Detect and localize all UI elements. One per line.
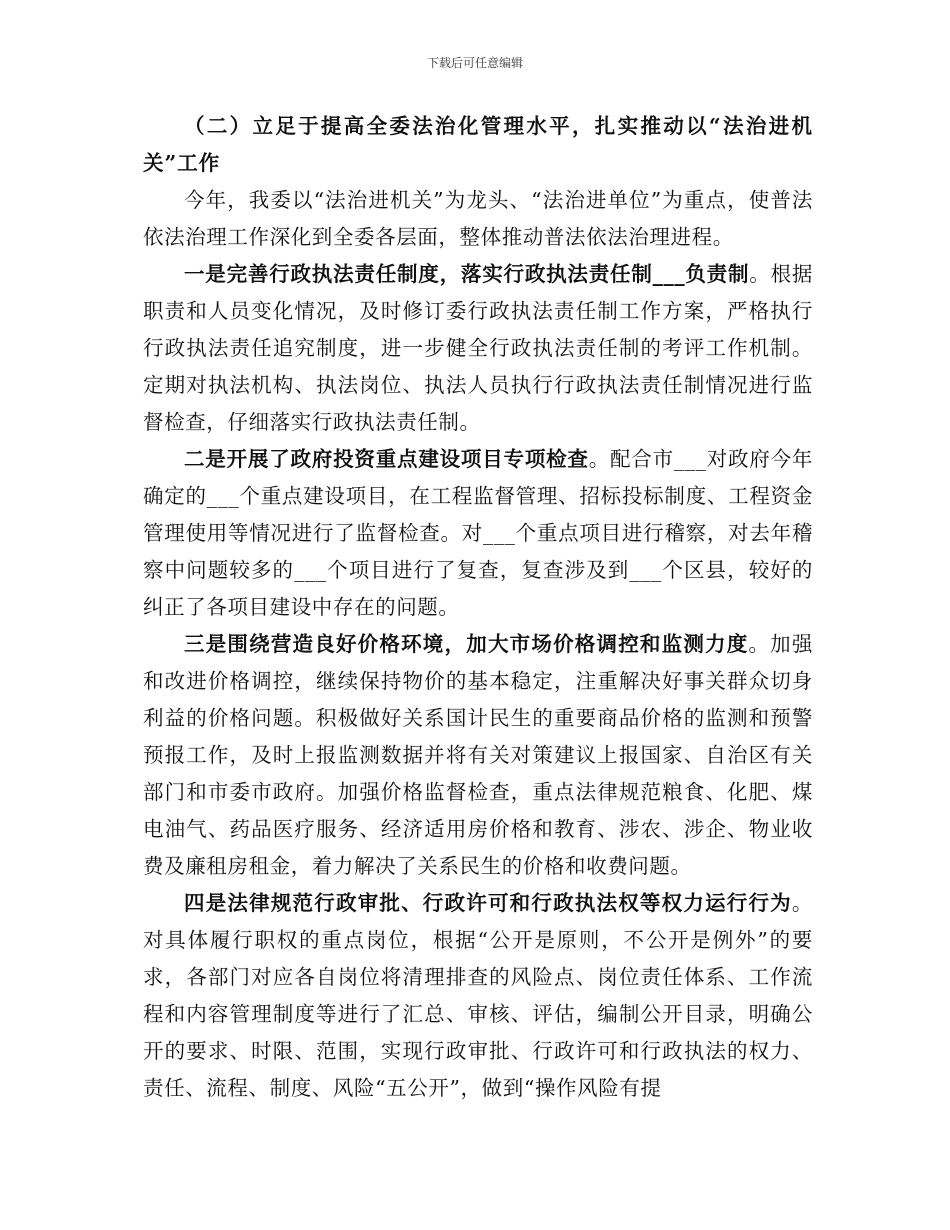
item-paragraph-4 <box>143 885 813 1107</box>
item-lead-1: 一是完善行政执法责任制度，落实行政执法责任制___负责制 <box>184 262 750 286</box>
document-body <box>143 108 813 1107</box>
section-heading: （二）立足于提高全委法治化管理水平，扎实推动以“法治进机关”工作 <box>143 114 813 175</box>
section-intro-paragraph: 今年，我委以“法治进机关”为龙头、“法治进单位”为重点，使普法依法治理工作深化到全委各层面，整体推动普法依法治理进程。 <box>143 188 813 249</box>
item-lead-2: 二是开展了政府投资重点建设项目专项检查 <box>184 447 589 471</box>
item-body-1: 。根据职责和人员变化情况，及时修订委行政执法责任制工作方案，严格执行行政执法责任追究制度，进一步健全行政执法责任制的考评工作机制。定期对执法机构、执法岗位、执法人员执行行政执法责任制情况进行监督检查，仔细落实行政执法责任制。 <box>143 262 813 434</box>
item-paragraph-1 <box>143 256 813 441</box>
item-body-3: 。加强和改进价格调控，继续保持物价的基本稳定，注重解决好事关群众切身利益的价格问题。积极做好关系国计民生的重要商品价格的监测和预警预报工作，及时上报监测数据并将有关对策建议上报国家、自治区有关部门和市委市政府。加强价格监督检查，重点法律规范粮食、化肥、煤电油气、药品医疗服务、经济适用房价格和教育、涉农、涉企、物业收费及廉租房租金，着力解决了关系民生的价格和收费问题。 <box>143 632 813 878</box>
item-lead-3: 三是围绕营造良好价格环境，加大市场价格调控和监测力度 <box>184 632 749 656</box>
item-lead-4: 四是法律规范行政审批、行政许可和行政执法权等权力运行行为 <box>184 891 792 915</box>
page-header-note: 下载后可任意编辑 <box>426 56 523 70</box>
item-paragraph-2 <box>143 441 813 626</box>
item-body-4: 。对具体履行职权的重点岗位，根据“公开是原则，不公开是例外”的要求，各部门对应各自岗位将清理排查的风险点、岗位责任体系、工作流程和内容管理制度等进行了汇总、审核、评估，编制公开目录，明确公开的要求、时限、范围，实现行政审批、行政许可和行政执法的权力、责任、流程、制度、风险“五公开”，做到“操作风险有提 <box>143 891 813 1100</box>
item-paragraph-3 <box>143 626 813 885</box>
item-body-2: 。配合市___对政府今年确定的___个重点建设项目，在工程监督管理、招标投标制度、工程资金管理使用等情况进行了监督检查。对___个重点项目进行稽察，对去年稽察中问题较多的___个项目进行了复查，复查涉及到___个区县，较好的纠正了各项目建设中存在的问题。 <box>143 447 813 619</box>
